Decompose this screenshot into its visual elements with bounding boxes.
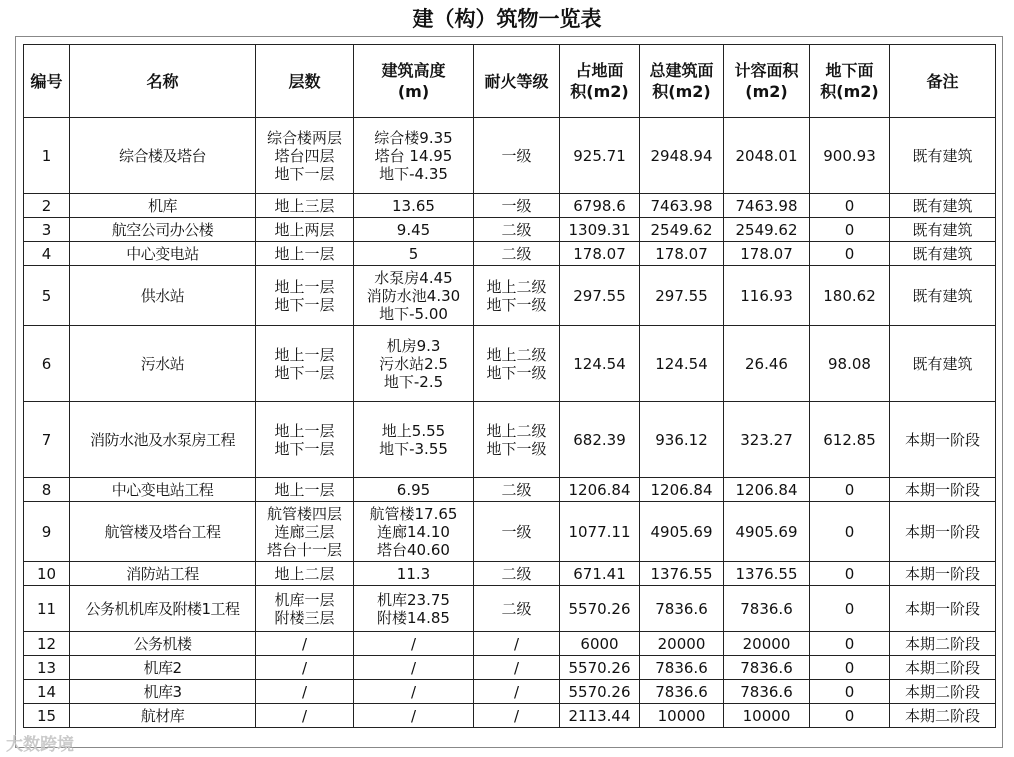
cell-no: 9 xyxy=(24,502,70,562)
table-body xyxy=(24,118,996,728)
cell-note: 既有建筑 xyxy=(890,118,996,194)
cell-land-area: 925.71 xyxy=(560,118,640,194)
cell-far-area: 20000 xyxy=(724,632,810,656)
header-row xyxy=(24,45,996,118)
cell-underground-area: 0 xyxy=(810,704,890,728)
cell-no: 7 xyxy=(24,402,70,478)
cell-height: 5 xyxy=(354,242,474,266)
cell-note: 本期二阶段 xyxy=(890,656,996,680)
cell-floors: 地上三层 xyxy=(256,194,354,218)
cell-height: 机房9.3 污水站2.5 地下-2.5 xyxy=(354,326,474,402)
cell-fire: / xyxy=(474,680,560,704)
header-underground-area: 地下面 积(m2) xyxy=(810,45,890,118)
cell-total-area: 178.07 xyxy=(640,242,724,266)
cell-land-area: 178.07 xyxy=(560,242,640,266)
cell-land-area: 6000 xyxy=(560,632,640,656)
cell-floors: 航管楼四层 连廊三层 塔台十一层 xyxy=(256,502,354,562)
cell-far-area: 1376.55 xyxy=(724,562,810,586)
cell-no: 6 xyxy=(24,326,70,402)
cell-note: 本期一阶段 xyxy=(890,502,996,562)
cell-underground-area: 0 xyxy=(810,632,890,656)
table-row xyxy=(24,704,996,728)
table-row xyxy=(24,502,996,562)
cell-note: 既有建筑 xyxy=(890,266,996,326)
table-row xyxy=(24,656,996,680)
cell-far-area: 2048.01 xyxy=(724,118,810,194)
cell-no: 14 xyxy=(24,680,70,704)
cell-name: 机库 xyxy=(70,194,256,218)
cell-floors: / xyxy=(256,680,354,704)
cell-total-area: 7463.98 xyxy=(640,194,724,218)
cell-no: 13 xyxy=(24,656,70,680)
cell-fire: 一级 xyxy=(474,194,560,218)
buildings-table xyxy=(23,44,996,728)
cell-fire: 一级 xyxy=(474,502,560,562)
header-total-area: 总建筑面 积(m2) xyxy=(640,45,724,118)
cell-far-area: 10000 xyxy=(724,704,810,728)
cell-underground-area: 0 xyxy=(810,242,890,266)
cell-total-area: 936.12 xyxy=(640,402,724,478)
cell-far-area: 4905.69 xyxy=(724,502,810,562)
cell-total-area: 4905.69 xyxy=(640,502,724,562)
cell-no: 1 xyxy=(24,118,70,194)
cell-note: 本期一阶段 xyxy=(890,586,996,632)
cell-total-area: 2948.94 xyxy=(640,118,724,194)
table-row xyxy=(24,632,996,656)
cell-land-area: 682.39 xyxy=(560,402,640,478)
table-row xyxy=(24,266,996,326)
cell-no: 8 xyxy=(24,478,70,502)
table-row xyxy=(24,194,996,218)
cell-name: 航材库 xyxy=(70,704,256,728)
cell-height: / xyxy=(354,680,474,704)
cell-height: 6.95 xyxy=(354,478,474,502)
cell-far-area: 1206.84 xyxy=(724,478,810,502)
cell-land-area: 1309.31 xyxy=(560,218,640,242)
cell-fire: 一级 xyxy=(474,118,560,194)
cell-floors: / xyxy=(256,704,354,728)
cell-name: 航管楼及塔台工程 xyxy=(70,502,256,562)
cell-underground-area: 180.62 xyxy=(810,266,890,326)
cell-height: 水泵房4.45 消防水池4.30 地下-5.00 xyxy=(354,266,474,326)
cell-no: 15 xyxy=(24,704,70,728)
cell-far-area: 7836.6 xyxy=(724,656,810,680)
cell-name: 公务机楼 xyxy=(70,632,256,656)
cell-name: 公务机机库及附楼1工程 xyxy=(70,586,256,632)
table-row xyxy=(24,680,996,704)
cell-floors: / xyxy=(256,632,354,656)
cell-height: 航管楼17.65 连廊14.10 塔台40.60 xyxy=(354,502,474,562)
cell-name: 综合楼及塔台 xyxy=(70,118,256,194)
cell-underground-area: 612.85 xyxy=(810,402,890,478)
table-row xyxy=(24,218,996,242)
cell-no: 4 xyxy=(24,242,70,266)
table-row xyxy=(24,242,996,266)
cell-underground-area: 900.93 xyxy=(810,118,890,194)
cell-fire: 二级 xyxy=(474,562,560,586)
cell-fire: 二级 xyxy=(474,218,560,242)
cell-total-area: 2549.62 xyxy=(640,218,724,242)
cell-underground-area: 0 xyxy=(810,502,890,562)
cell-underground-area: 0 xyxy=(810,680,890,704)
cell-note: 本期二阶段 xyxy=(890,704,996,728)
cell-fire: 地上二级 地下一级 xyxy=(474,266,560,326)
cell-fire: 二级 xyxy=(474,586,560,632)
cell-floors: 地上一层 xyxy=(256,478,354,502)
cell-far-area: 2549.62 xyxy=(724,218,810,242)
cell-name: 机库3 xyxy=(70,680,256,704)
cell-total-area: 124.54 xyxy=(640,326,724,402)
cell-name: 消防站工程 xyxy=(70,562,256,586)
cell-total-area: 20000 xyxy=(640,632,724,656)
table-row xyxy=(24,478,996,502)
cell-floors: 地上两层 xyxy=(256,218,354,242)
cell-fire: / xyxy=(474,704,560,728)
cell-total-area: 10000 xyxy=(640,704,724,728)
cell-underground-area: 0 xyxy=(810,586,890,632)
cell-name: 消防水池及水泵房工程 xyxy=(70,402,256,478)
cell-far-area: 7836.6 xyxy=(724,680,810,704)
cell-underground-area: 98.08 xyxy=(810,326,890,402)
cell-total-area: 7836.6 xyxy=(640,680,724,704)
cell-underground-area: 0 xyxy=(810,194,890,218)
cell-floors: 地上二层 xyxy=(256,562,354,586)
cell-name: 机库2 xyxy=(70,656,256,680)
cell-note: 既有建筑 xyxy=(890,326,996,402)
cell-note: 既有建筑 xyxy=(890,242,996,266)
cell-far-area: 178.07 xyxy=(724,242,810,266)
header-height: 建筑高度 (m) xyxy=(354,45,474,118)
cell-total-area: 7836.6 xyxy=(640,656,724,680)
cell-note: 本期二阶段 xyxy=(890,632,996,656)
cell-floors: 地上一层 地下一层 xyxy=(256,402,354,478)
cell-fire: 地上二级 地下一级 xyxy=(474,326,560,402)
cell-total-area: 297.55 xyxy=(640,266,724,326)
cell-land-area: 5570.26 xyxy=(560,656,640,680)
page-title: 建（构）筑物一览表 xyxy=(412,7,602,31)
cell-note: 本期二阶段 xyxy=(890,680,996,704)
cell-height: 综合楼9.35 塔台 14.95 地下-4.35 xyxy=(354,118,474,194)
cell-far-area: 7463.98 xyxy=(724,194,810,218)
cell-underground-area: 0 xyxy=(810,218,890,242)
cell-height: / xyxy=(354,632,474,656)
cell-fire: 地上二级 地下一级 xyxy=(474,402,560,478)
header-land-area: 占地面 积(m2) xyxy=(560,45,640,118)
cell-land-area: 1206.84 xyxy=(560,478,640,502)
cell-fire: 二级 xyxy=(474,478,560,502)
cell-land-area: 124.54 xyxy=(560,326,640,402)
cell-note: 本期一阶段 xyxy=(890,478,996,502)
watermark: 大数跨境 xyxy=(6,735,74,755)
cell-height: 地上5.55 地下-3.55 xyxy=(354,402,474,478)
cell-floors: 地上一层 地下一层 xyxy=(256,266,354,326)
cell-total-area: 1376.55 xyxy=(640,562,724,586)
cell-land-area: 297.55 xyxy=(560,266,640,326)
header-far-area: 计容面积 (m2) xyxy=(724,45,810,118)
table-row xyxy=(24,118,996,194)
table-row xyxy=(24,402,996,478)
cell-land-area: 5570.26 xyxy=(560,680,640,704)
cell-no: 5 xyxy=(24,266,70,326)
cell-height: 13.65 xyxy=(354,194,474,218)
cell-underground-area: 0 xyxy=(810,656,890,680)
cell-name: 污水站 xyxy=(70,326,256,402)
cell-no: 3 xyxy=(24,218,70,242)
cell-height: / xyxy=(354,704,474,728)
cell-height: 机库23.75 附楼14.85 xyxy=(354,586,474,632)
cell-total-area: 7836.6 xyxy=(640,586,724,632)
cell-no: 12 xyxy=(24,632,70,656)
header-fire-rating: 耐火等级 xyxy=(474,45,560,118)
cell-height: 9.45 xyxy=(354,218,474,242)
header-no: 编号 xyxy=(24,45,70,118)
cell-name: 中心变电站工程 xyxy=(70,478,256,502)
cell-note: 既有建筑 xyxy=(890,218,996,242)
cell-note: 既有建筑 xyxy=(890,194,996,218)
cell-underground-area: 0 xyxy=(810,562,890,586)
cell-floors: 综合楼两层 塔台四层 地下一层 xyxy=(256,118,354,194)
cell-far-area: 26.46 xyxy=(724,326,810,402)
cell-height: / xyxy=(354,656,474,680)
cell-no: 10 xyxy=(24,562,70,586)
cell-height: 11.3 xyxy=(354,562,474,586)
table-row xyxy=(24,562,996,586)
cell-no: 11 xyxy=(24,586,70,632)
cell-land-area: 5570.26 xyxy=(560,586,640,632)
cell-floors: 机库一层 附楼三层 xyxy=(256,586,354,632)
cell-floors: 地上一层 xyxy=(256,242,354,266)
cell-fire: 二级 xyxy=(474,242,560,266)
cell-fire: / xyxy=(474,632,560,656)
cell-far-area: 116.93 xyxy=(724,266,810,326)
cell-land-area: 1077.11 xyxy=(560,502,640,562)
cell-far-area: 323.27 xyxy=(724,402,810,478)
cell-underground-area: 0 xyxy=(810,478,890,502)
cell-total-area: 1206.84 xyxy=(640,478,724,502)
cell-name: 供水站 xyxy=(70,266,256,326)
header-name: 名称 xyxy=(70,45,256,118)
header-floors: 层数 xyxy=(256,45,354,118)
cell-note: 本期一阶段 xyxy=(890,402,996,478)
cell-far-area: 7836.6 xyxy=(724,586,810,632)
cell-floors: / xyxy=(256,656,354,680)
cell-fire: / xyxy=(474,656,560,680)
cell-no: 2 xyxy=(24,194,70,218)
header-note: 备注 xyxy=(890,45,996,118)
cell-note: 本期一阶段 xyxy=(890,562,996,586)
table-row xyxy=(24,586,996,632)
cell-land-area: 6798.6 xyxy=(560,194,640,218)
cell-land-area: 2113.44 xyxy=(560,704,640,728)
table-row xyxy=(24,326,996,402)
cell-land-area: 671.41 xyxy=(560,562,640,586)
cell-name: 航空公司办公楼 xyxy=(70,218,256,242)
cell-floors: 地上一层 地下一层 xyxy=(256,326,354,402)
cell-name: 中心变电站 xyxy=(70,242,256,266)
